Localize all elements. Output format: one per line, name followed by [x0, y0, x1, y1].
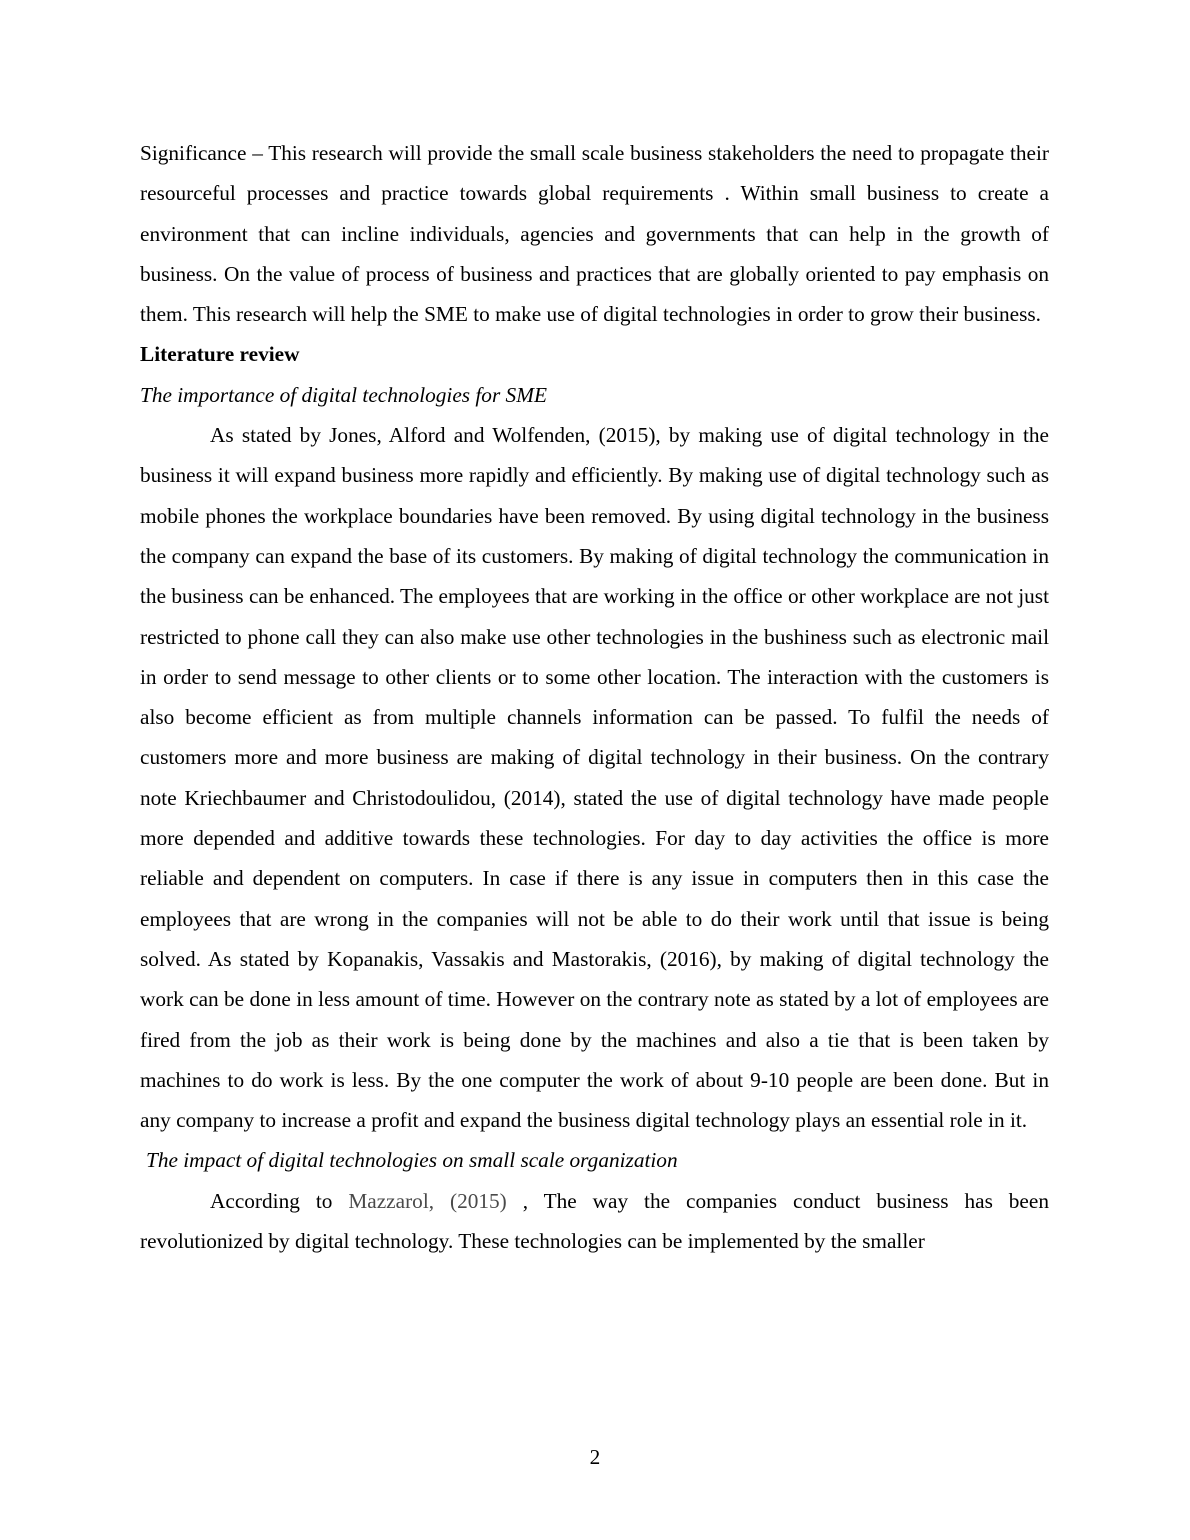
- impact-paragraph: [140, 1181, 1049, 1262]
- citation-mazzarol: Mazzarol, (2015): [348, 1188, 507, 1213]
- page-number: 2: [589, 1445, 601, 1469]
- document-page: [140, 133, 1049, 1261]
- impact-paragraph-lead: According to: [210, 1188, 349, 1213]
- significance-paragraph: Significance – This research will provide the small scale business stakeholders the need to propagate their resourceful processes and practice towards global requirements . Within small business to create a environment that can incline individuals, agencies and governments that can help in the growth of business. On the value of process of business and practices that are globally oriented to pay emphasis on them. This research will help the SME to make use of digital technologies in order to grow their business.: [140, 141, 1049, 327]
- section-title-importance: The importance of digital technologies for SME: [140, 382, 547, 407]
- section-title-impact: The impact of digital technologies on small scale organization: [146, 1148, 678, 1173]
- importance-paragraph: As stated by Jones, Alford and Wolfenden, (2015), by making use of digital technology in the business it will expand business more rapidly and efficiently. By making use of digital technology such as mobile phones the workplace boundaries have been removed. By using digital technology in the business the company can expand the base of its customers. By making of digital technology the communication in the business can be enhanced. The employees that are working in the office or other workplace are not just restricted to phone call they can also make use other technologies in the bushiness such as electronic mail in order to send message to other clients or to some other location. The interaction with the customers is also become efficient as from multiple channels information can be passed. To fulfil the needs of customers more and more business are making of digital technology in their business. On the contrary note Kriechbaumer and Christodoulidou, (2014), stated the use of digital technology have made people more depended and additive towards these technologies. For day to day activities the office is more reliable and dependent on computers. In case if there is any issue in computers then in this case the employees that are wrong in the companies will not be able to do their work until that issue is being solved. As stated by Kopanakis, Vassakis and Mastorakis, (2016), by making of digital technology the work can be done in less amount of time. However on the contrary note as stated by a lot of employees are fired from the job as their work is being done by the machines and also a tie that is been taken by machines to do work is less. By the one computer the work of about 9-10 people are been done. But in any company to increase a profit and expand the business digital technology plays an essential role in it.: [140, 423, 1049, 1133]
- impact-paragraph-rest: , The way the companies conduct business has been revolutionized by digital technology. These technologies can be implemented by the smaller: [140, 1188, 1049, 1254]
- literature-review-heading: Literature review: [140, 342, 300, 367]
